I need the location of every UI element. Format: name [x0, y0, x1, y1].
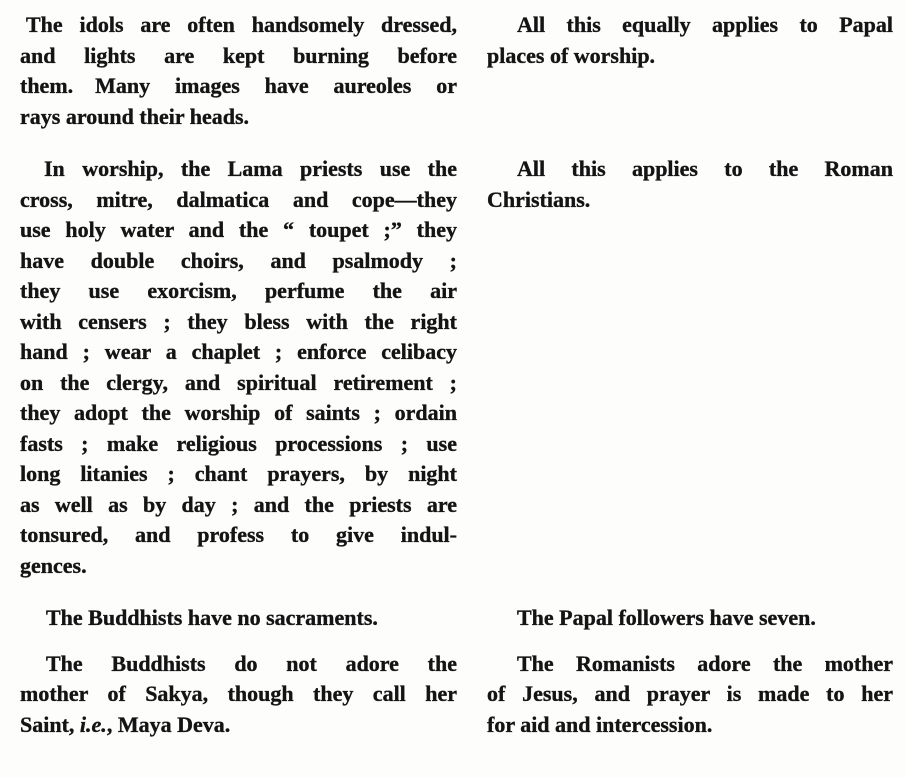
text-line: use holy water and the “ toupet ;” they	[20, 217, 457, 242]
text-line: have double choirs, and psalmody ;	[20, 247, 457, 273]
papal-worship-paragraph	[487, 10, 893, 71]
text-line: fasts ; make religious processions ; use	[20, 430, 457, 456]
text-line: gences.	[20, 552, 87, 578]
left-column-buddhist	[20, 154, 457, 581]
text-line: they adopt the worship of saints ; ordain	[20, 400, 457, 425]
romanists-mary-paragraph	[487, 649, 893, 741]
comparison-row	[20, 154, 893, 581]
comparison-row	[20, 10, 893, 132]
right-column-papal	[487, 10, 893, 71]
text-line: All this equally applies to Papal	[517, 12, 893, 37]
text-line: Saint, i.e., Maya Deva.	[20, 711, 231, 737]
maya-deva-paragraph	[20, 649, 457, 741]
text-line: The idols are often handsomely dressed,	[26, 12, 457, 37]
text-line: mother of Sakya, though they call her	[20, 681, 457, 706]
text-line: they use exorcism, perfume the air	[20, 278, 457, 303]
text-line: rays around their heads.	[20, 103, 250, 129]
text-line: The Buddhists have no sacraments.	[46, 605, 378, 630]
text-line: Christians.	[487, 186, 591, 212]
text-line: cross, mitre, dalmatica and cope—they	[20, 186, 457, 212]
left-column-buddhist	[20, 10, 457, 132]
right-column-papal	[487, 603, 893, 634]
comparison-row	[20, 603, 893, 634]
text-line: long litanies ; chant prayers, by night	[20, 461, 457, 486]
text-line: tonsured, and profess to give indul-	[20, 522, 457, 547]
buddhist-sacraments-paragraph	[20, 603, 457, 634]
text-line: with censers ; they bless with the right	[20, 308, 457, 334]
papal-sacraments-paragraph	[487, 603, 893, 634]
right-column-papal	[487, 649, 893, 741]
text-line: and lights are kept burning before	[20, 42, 457, 68]
text-line: on the clergy, and spiritual retirement ;	[20, 369, 457, 395]
text-line: places of worship.	[487, 42, 656, 68]
right-column-papal	[487, 154, 893, 215]
roman-christians-paragraph	[487, 154, 893, 215]
comparison-rows	[20, 10, 893, 740]
text-line: All this applies to the Roman	[517, 156, 893, 181]
comparison-row	[20, 649, 893, 741]
text-line: The Papal followers have seven.	[517, 605, 816, 630]
left-column-buddhist	[20, 649, 457, 741]
left-column-buddhist	[20, 603, 457, 634]
text-line: them. Many images have aureoles or	[20, 73, 457, 98]
text-line: of Jesus, and prayer is made to her	[487, 681, 893, 706]
idols-paragraph	[20, 10, 457, 132]
text-line: as well as by day ; and the priests are	[20, 491, 457, 517]
lama-worship-paragraph	[20, 154, 457, 581]
text-line: The Romanists adore the mother	[517, 650, 893, 676]
text-line: hand ; wear a chaplet ; enforce celibacy	[20, 339, 457, 364]
text-line: In worship, the Lama priests use the	[44, 156, 457, 181]
text-line: The Buddhists do not adore the	[46, 650, 457, 676]
text-line: for aid and intercession.	[487, 711, 713, 737]
